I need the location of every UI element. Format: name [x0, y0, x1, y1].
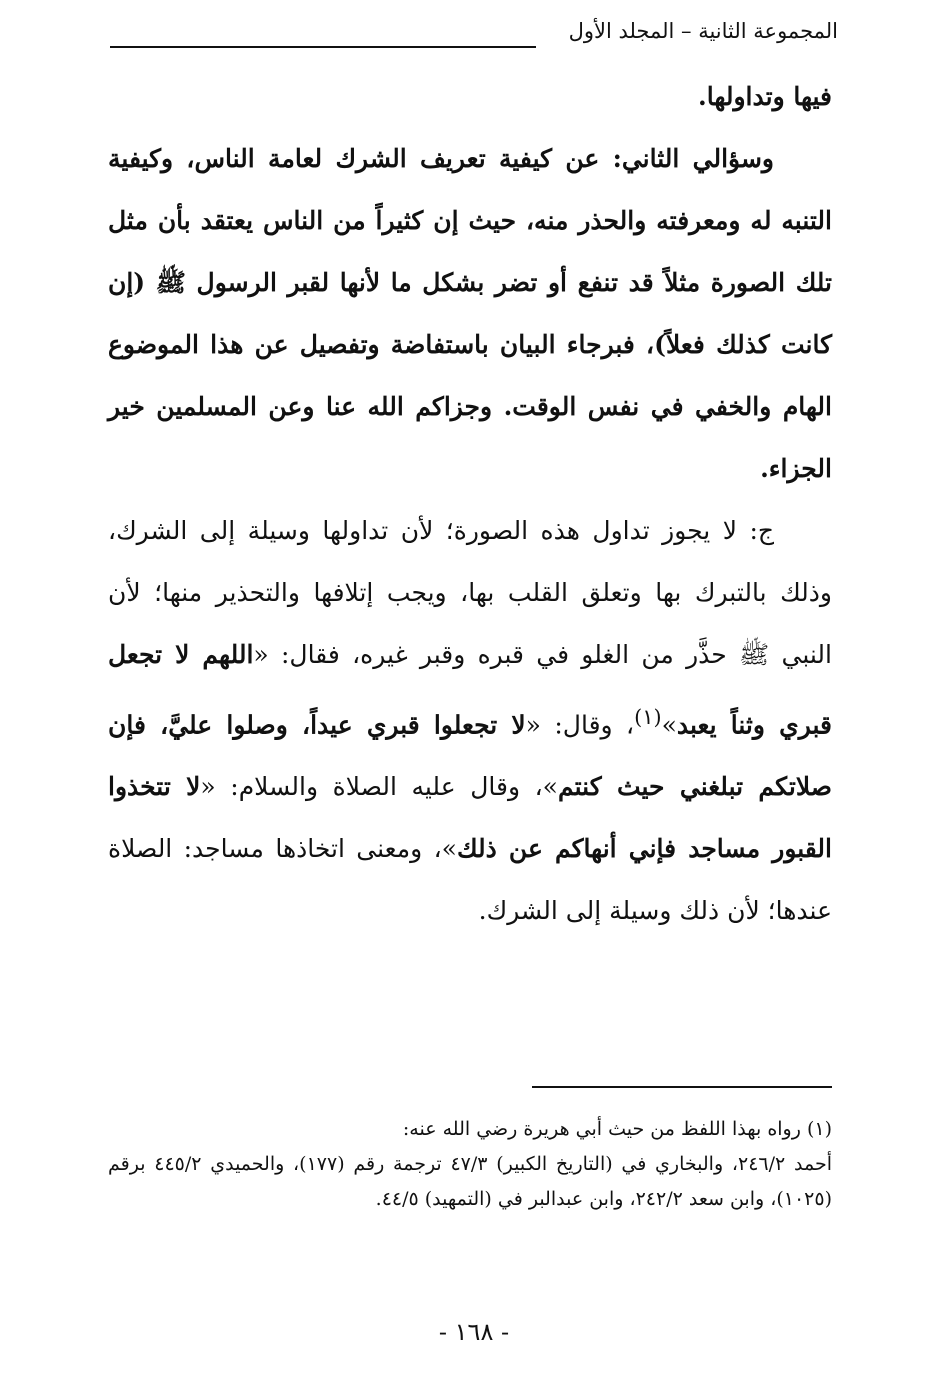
answer-paragraph	[108, 500, 832, 942]
running-header	[110, 14, 838, 54]
header-rule	[110, 46, 536, 48]
answer-text-5: »، ومعنى اتخاذها مساجد: الصلاة عندها؛ لأن ذلك وسيلة إلى الشرك.	[108, 834, 832, 926]
opening-line: فيها وتداولها.	[698, 82, 832, 111]
page-number: - ١٦٨ -	[438, 1318, 510, 1346]
hadith-quote-2: لا تجعلوا قبري عيداً، وصلوا عليَّ، فإن صلاتكم تبلغني حيث كنتم	[108, 710, 832, 802]
footnote-1-intro: (١) رواه بهذا اللفظ من حيث أبي هريرة رضي الله عنه:	[402, 1118, 832, 1140]
footnote-separator	[532, 1086, 832, 1088]
main-text	[108, 66, 832, 942]
hadith-quote-3: لا تتخذوا القبور مساجد فإني أنهاكم عن ذلك	[108, 772, 833, 864]
hadith-quote-1: اللهم لا تجعل قبري وثناً يعبد	[108, 640, 832, 740]
answer-text-2: »	[661, 710, 677, 740]
header-title: المجموعة الثانية – المجلد الأول	[568, 19, 838, 43]
answer-text-3: ، وقال: «	[525, 710, 635, 740]
footnotes	[108, 1112, 832, 1217]
question-paragraph: وسؤالي الثاني: عن كيفية تعريف الشرك لعامة الناس، وكيفية التنبه له ومعرفته والحذر منه، حيث إن كثيراً من الناس يعتقد بأن مثل تلك الصورة مثلاً قد تنفع أو تضر بشكل ما لأنها لقبر الرسول ﷺ (إن كانت كذلك فعلاً)، فبرجاء البيان باستفاضة وتفصيل عن هذا الموضوع الهام والخفي في نفس الوقت. وجزاكم الله عنا وعن المسلمين خير الجزاء.	[108, 144, 832, 483]
footnote-1-sources: أحمد ٢٤٦/٢، والبخاري في (التاريخ الكبير) ٤٧/٣ ترجمة رقم (١٧٧)، والحميدي ٤٤٥/٢ برقم (١٠٢٥)، وابن سعد ٢٤٢/٢، وابن عبدالبر في (التمهيد) ٤٤/٥.	[108, 1153, 832, 1210]
footnote-reference[interactable]: (١)	[634, 705, 662, 729]
answer-text-4: »، وقال عليه الصلاة والسلام: «	[200, 772, 558, 802]
answer-text-1: ج: لا يجوز تداول هذه الصورة؛ لأن تداولها وسيلة إلى الشرك، وذلك بالتبرك بها وتعلق القلب بها، ويجب إتلافها والتحذير منها؛ لأن النبي ﷺ حذَّر من الغلو في قبره وقبر غيره، فقال: «	[108, 516, 832, 669]
